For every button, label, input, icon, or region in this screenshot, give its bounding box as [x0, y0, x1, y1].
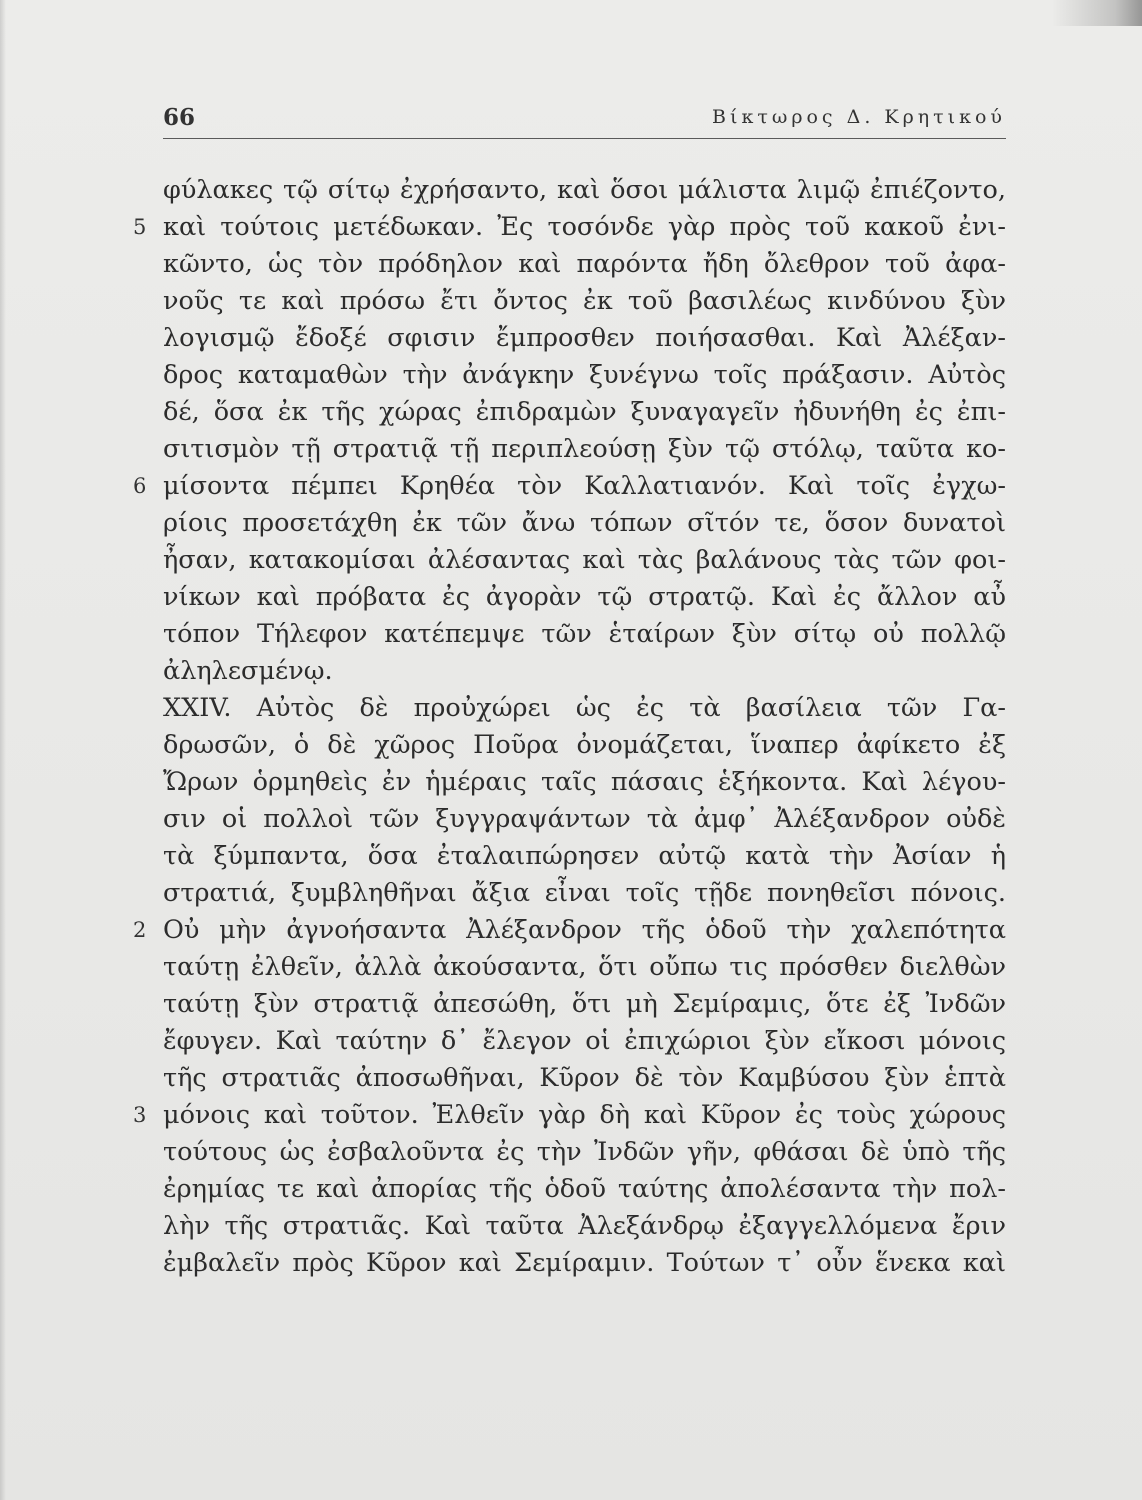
- line-text: μίσοντα πέμπει Κρηθέα τὸν Καλλατιανόν. Καὶ τοῖς ἐγχω-: [163, 471, 1006, 501]
- running-head: Βίκτωρος Δ. Κρητικού: [712, 106, 1006, 128]
- line-text: καὶ τούτοις μετέδωκαν. Ἐς τοσόνδε γὰρ πρὸς τοῦ κακοῦ ἐνι-: [163, 212, 1006, 242]
- line-text: τὰ ξύμπαντα, ὅσα ἐταλαιπώρησεν αὐτῷ κατὰ τὴν Ἀσίαν ἡ: [163, 841, 1006, 871]
- line-text: λὴν τῆς στρατιᾶς. Καὶ ταῦτα Ἀλεξάνδρῳ ἐξαγγελλόμενα ἔριν: [163, 1211, 1006, 1241]
- line-text: φύλακες τῷ σίτῳ ἐχρήσαντο, καὶ ὅσοι μάλιστα λιμῷ ἐπιέζοντο,: [163, 175, 1006, 205]
- text-line: [163, 505, 1006, 542]
- line-text: τόπον Τήλεφον κατέπεμψε τῶν ἑταίρων ξὺν σίτῳ οὐ πολλῷ: [163, 619, 1006, 649]
- text-line: [163, 986, 1006, 1023]
- text-line: [133, 468, 1006, 505]
- margin-section-number: 5: [133, 215, 147, 239]
- line-text: νίκων καὶ πρόβατα ἐς ἀγορὰν τῷ στρατῷ. Καὶ ἐς ἄλλον αὖ: [163, 582, 1006, 612]
- text-line: [163, 838, 1006, 875]
- line-text: στρατιά, ξυμβληθῆναι ἄξια εἶναι τοῖς τῇδε πονηθεῖσι πόνοις.: [163, 878, 1006, 908]
- text-line: [163, 579, 1006, 616]
- line-text: τῆς στρατιᾶς ἀποσωθῆναι, Κῦρον δὲ τὸν Καμβύσου ξὺν ἑπτὰ: [163, 1063, 1006, 1093]
- corner-shadow: [1052, 0, 1142, 26]
- text-line: [163, 172, 1006, 209]
- text-line: [163, 246, 1006, 283]
- line-text: δρος καταμαθὼν τὴν ἀνάγκην ξυνέγνω τοῖς πράξασιν. Αὐτὸς: [163, 360, 1006, 390]
- text-line: [163, 801, 1006, 838]
- text-line: [133, 912, 1006, 949]
- text-line: [133, 209, 1006, 246]
- text-line: [163, 949, 1006, 986]
- margin-section-number: 3: [133, 1103, 147, 1127]
- text-line: [163, 542, 1006, 579]
- line-text: ἐμβαλεῖν πρὸς Κῦρον καὶ Σεμίραμιν. Τούτων τ᾽ οὖν ἕνεκα καὶ: [163, 1248, 1006, 1278]
- text-line: [163, 1208, 1006, 1245]
- page-number: 66: [163, 104, 196, 131]
- text-line: [163, 653, 1006, 690]
- line-text: μόνοις καὶ τοῦτον. Ἐλθεῖν γὰρ δὴ καὶ Κῦρον ἐς τοὺς χώρους: [163, 1100, 1006, 1130]
- line-text: λογισμῷ ἔδοξέ σφισιν ἔμπροσθεν ποιήσασθαι. Καὶ Ἀλέξαν-: [163, 323, 1006, 353]
- page-edge-shadow: [0, 0, 6, 1500]
- line-text: ἀληλεσμένῳ.: [163, 656, 333, 686]
- text-body: [133, 172, 1006, 1282]
- text-line: [163, 1245, 1006, 1282]
- line-text: ταύτῃ ἐλθεῖν, ἀλλὰ ἀκούσαντα, ὅτι οὔπω τις πρόσθεν διελθὼν: [163, 952, 1006, 982]
- text-line: [163, 357, 1006, 394]
- text-line: [163, 1060, 1006, 1097]
- line-text: νοῦς τε καὶ πρόσω ἔτι ὄντος ἐκ τοῦ βασιλέως κινδύνου ξὺν: [163, 286, 1006, 316]
- text-line: [163, 320, 1006, 357]
- line-text: ἦσαν, κατακομίσαι ἀλέσαντας καὶ τὰς βαλάνους τὰς τῶν φοι-: [163, 545, 1006, 575]
- line-text: δέ, ὅσα ἐκ τῆς χώρας ἐπιδραμὼν ξυναγαγεῖν ἠδυνήθη ἐς ἐπι-: [163, 397, 1006, 427]
- text-line: [163, 1023, 1006, 1060]
- text-line: [133, 1097, 1006, 1134]
- line-text: σιν οἱ πολλοὶ τῶν ξυγγραψάντων τὰ ἀμφ᾽ Ἀλέξανδρον οὐδὲ: [163, 804, 1006, 834]
- text-line: [163, 283, 1006, 320]
- line-text: ταύτῃ ξὺν στρατιᾷ ἀπεσώθη, ὅτι μὴ Σεμίραμις, ὅτε ἐξ Ἰνδῶν: [163, 989, 1006, 1019]
- text-line: [163, 875, 1006, 912]
- text-line: [163, 690, 1006, 727]
- line-text: Ὤρων ὁρμηθεὶς ἐν ἡμέραις ταῖς πάσαις ἑξήκοντα. Καὶ λέγου-: [163, 767, 1006, 797]
- line-text: δρωσῶν, ὁ δὲ χῶρος Ποῦρα ὀνομάζεται, ἵναπερ ἀφίκετο ἐξ: [163, 730, 1006, 760]
- text-line: [163, 616, 1006, 653]
- line-text: κῶντο, ὡς τὸν πρόδηλον καὶ παρόντα ἤδη ὄλεθρον τοῦ ἀφα-: [163, 249, 1006, 279]
- line-text: ἐρημίας τε καὶ ἀπορίας τῆς ὁδοῦ ταύτης ἀπολέσαντα τὴν πολ-: [163, 1174, 1006, 1204]
- text-line: [163, 764, 1006, 801]
- text-line: [163, 727, 1006, 764]
- line-text: XXIV. Αὐτὸς δὲ προὐχώρει ὡς ἐς τὰ βασίλεια τῶν Γα-: [163, 693, 1006, 723]
- line-text: ρίοις προσετάχθη ἐκ τῶν ἄνω τόπων σῖτόν τε, ὅσον δυνατοὶ: [163, 508, 1006, 538]
- line-text: ἔφυγεν. Καὶ ταύτην δ᾽ ἔλεγον οἱ ἐπιχώριοι ξὺν εἴκοσι μόνοις: [163, 1026, 1006, 1056]
- text-line: [163, 1134, 1006, 1171]
- text-line: [163, 431, 1006, 468]
- text-line: [163, 394, 1006, 431]
- page-header: [163, 104, 1006, 139]
- line-text: Οὐ μὴν ἀγνοήσαντα Ἀλέξανδρον τῆς ὁδοῦ τὴν χαλεπότητα: [163, 915, 1006, 945]
- line-text: τούτους ὡς ἐσβαλοῦντα ἐς τὴν Ἰνδῶν γῆν, φθάσαι δὲ ὑπὸ τῆς: [163, 1137, 1006, 1167]
- text-line: [163, 1171, 1006, 1208]
- margin-section-number: 6: [133, 474, 147, 498]
- line-text: σιτισμὸν τῇ στρατιᾷ τῇ περιπλεούσῃ ξὺν τῷ στόλῳ, ταῦτα κο-: [163, 434, 1006, 464]
- margin-section-number: 2: [133, 918, 147, 942]
